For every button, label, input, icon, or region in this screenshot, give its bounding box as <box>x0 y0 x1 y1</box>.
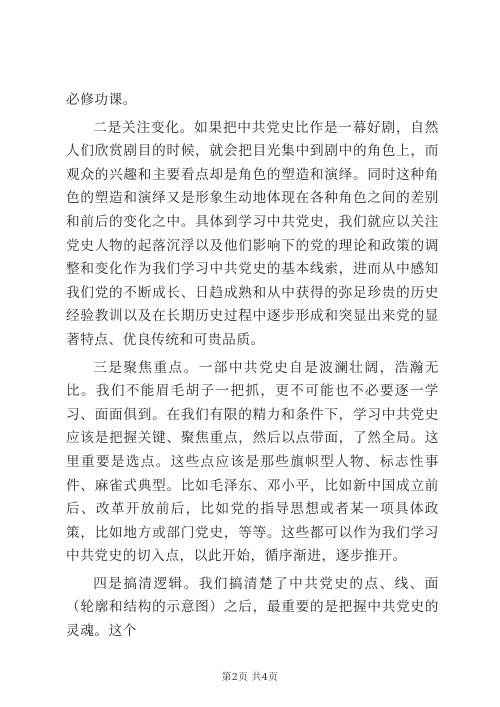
paragraph-continuation: 必修功课。 <box>66 92 137 108</box>
page-number-footer: 第2页 共4页 <box>221 672 279 683</box>
paragraph-focus-on-key-points: 三是聚焦重点。一部中共党史自是波澜壮阔，浩瀚无比。我们不能眉毛胡子一把抓，更不可能也不必要逐一学习、面面俱到。在我们有限的精力和条件下，学习中共党史应该是把握关键、聚焦重点，然后以点带面，了然全局。这里重要是选点。这些点应该是那些旗帜型人物、标志性事件、麻雀式典型。比如毛泽东、邓小平，比如新中国成立前后、改革开放前后，比如党的指导思想或者某一项具体政策，比如地方或部门党史，等等。这些都可以作为我们学习中共党史的切入点，以此开始，循序渐进，逐步推开。 <box>66 359 439 565</box>
paragraph-clarify-logic: 四是搞清逻辑。我们搞清楚了中共党史的点、线、面（轮廓和结构的示意图）之后，最重要的是把握中共党史的灵魂。这个 <box>66 575 439 640</box>
document-body <box>66 89 439 648</box>
paragraph-focus-on-change: 二是关注变化。如果把中共党史比作是一幕好剧，自然人们欣赏剧目的时候，就会把目光集中到剧中的角色上，而观众的兴趣和主要看点却是角色的塑造和演绎。同时这种角色的塑造和演绎又是形象生动地体现在各种角色之间的差别和前后的变化之中。具体到学习中共党史，我们就应以关注党史人物的起落沉浮以及他们影响下的党的理论和政策的调整和变化作为我们学习中共党史的基本线索，进而从中感知我们党的不断成长、日趋成熟和从中获得的弥足珍贵的历史经验教训以及在长期历史过程中逐步形成和突显出来党的显著特点、优良传统和可贵品质。 <box>66 119 439 348</box>
